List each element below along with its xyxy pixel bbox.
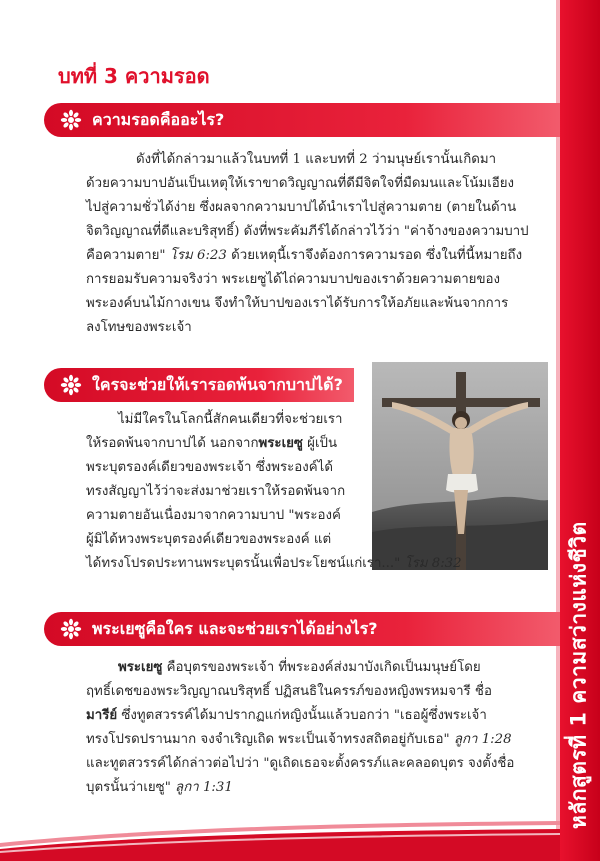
section-heading-1: ความรอดคืออะไร? — [92, 109, 225, 129]
s2-line-4: ทรงสัญญาไว้ว่าจะส่งมาช่วยเราให้รอดพ้นจาก — [86, 484, 346, 499]
s1-line-1: ดังที่ได้กล่าวมาแล้วในบทที่ 1 และบทที่ 2 ว่ามนุษย์เรานั้นเกิดมา — [136, 152, 497, 167]
s3-jesus-bold: พระเยซู — [118, 660, 163, 675]
scripture-ref-roman-8-32: โรม 8:32 — [404, 556, 462, 571]
flower-icon — [60, 374, 82, 396]
s1-line-6: การยอมรับความจริงว่า พระเยซูได้ไถ่ความบาปของเราด้วยความตายของ — [86, 272, 501, 287]
section-2-body — [86, 408, 462, 576]
section-heading-2: ใครจะช่วยให้เรารอดพ้นจากบาปได้? — [92, 374, 343, 394]
flower-icon — [60, 109, 82, 131]
flower-icon — [60, 618, 82, 640]
s2-line-2b: ผู้เป็น — [302, 436, 338, 451]
s3-line-5: และทูตสวรรค์ได้กล่าวต่อไปว่า "ดูเถิดเธอจะตั้งครรภ์และคลอดบุตร จงตั้งชื่อ — [86, 756, 515, 771]
scripture-ref-luke-1-28: ลูกา 1:28 — [453, 732, 512, 747]
section-heading-bar-2 — [44, 368, 354, 402]
s1-line-8: ลงโทษของพระเจ้า — [86, 320, 192, 335]
page-title: บทที่ 3 ความรอด — [58, 64, 210, 88]
s3-line-4: ทรงโปรดปรานมาก จงจำเริญเถิด พระเป็นเจ้าทรงสถิตอยู่กับเธอ" — [86, 732, 450, 747]
s2-line-1: ไม่มีใครในโลกนี้สักคนเดียวที่จะช่วยเรา — [118, 412, 343, 427]
bottom-swoosh — [0, 815, 560, 861]
s2-line-2: ให้รอดพ้นจากบาปได้ นอกจาก — [86, 436, 259, 451]
scripture-ref-roman-6-23: โรม 6:23 — [169, 248, 227, 263]
s3-line-6: บุตรนั้นว่าเยซู" — [86, 780, 171, 795]
s3-line-1: คือบุตรของพระเจ้า ที่พระองค์ส่งมาบังเกิดเป็นมนุษย์โดย — [162, 660, 481, 675]
s1-line-5: คือความตาย" — [86, 248, 166, 263]
section-heading-bar-3 — [44, 612, 560, 646]
scripture-ref-luke-1-31: ลูกา 1:31 — [175, 780, 233, 795]
section-heading-3: พระเยซูคือใคร และจะช่วยเราได้อย่างไร? — [92, 618, 378, 638]
crucifixion-image — [372, 362, 548, 570]
s2-jesus-bold: พระเยซู — [258, 436, 303, 451]
s2-line-3: พระบุตรองค์เดียวของพระเจ้า ซึ่งพระองค์ได้ — [86, 460, 333, 475]
s2-line-7: ได้ทรงโปรดประทานพระบุตรนั้นเพื่อประโยชน์แก่เรา..." — [86, 556, 401, 571]
s3-mary-bold: มารีย์ — [86, 708, 118, 723]
section-heading-bar-1 — [44, 103, 560, 137]
s1-line-5b: ด้วยเหตุนี้เราจึงต้องการความรอด ซึ่งในที่นี้หมายถึง — [231, 248, 523, 263]
s3-line-2: ฤทธิ์เดชของพระวิญญาณบริสุทธิ์ ปฏิสนธิในครรภ์ของหญิงพรหมจารี ชื่อ — [86, 684, 492, 699]
s2-line-6: ผู้มิได้หวงพระบุตรองค์เดียวของพระองค์ แต่ — [86, 532, 332, 547]
section-3-body — [86, 656, 546, 800]
side-course-label: หลักสูตรที่ 1 ความสว่างแห่งชีวิต — [566, 521, 591, 829]
section-1-body — [86, 148, 546, 340]
s1-line-2: ด้วยความบาปอันเป็นเหตุให้เราขาดวิญญาณที่ดีมีจิตใจที่มืดมนและโน้มเอียง — [86, 176, 515, 191]
s2-line-5: ความตายอันเนื่องมาจากความบาป "พระองค์ — [86, 508, 341, 523]
s3-line-3: ซึ่งทูตสวรรค์ได้มาปรากฏแก่หญิงนั้นแล้วบอกว่า "เธอผู้ซึ่งพระเจ้า — [117, 708, 487, 723]
s1-line-7: พระองค์บนไม้กางเขน จึงทำให้บาปของเราได้รับการให้อภัยและพ้นจากการ — [86, 296, 509, 311]
s1-line-4: จิตวิญญาณที่ดีและบริสุทธิ์) ดังที่พระคัมภีร์ได้กล่าวไว้ว่า "ค่าจ้างของความบาป — [86, 224, 529, 239]
s1-line-3: ไปสู่ความชั่วได้ง่าย ซึ่งผลจากความบาปได้นำเราไปสู่ความตาย (ตายในด้าน — [86, 200, 517, 215]
